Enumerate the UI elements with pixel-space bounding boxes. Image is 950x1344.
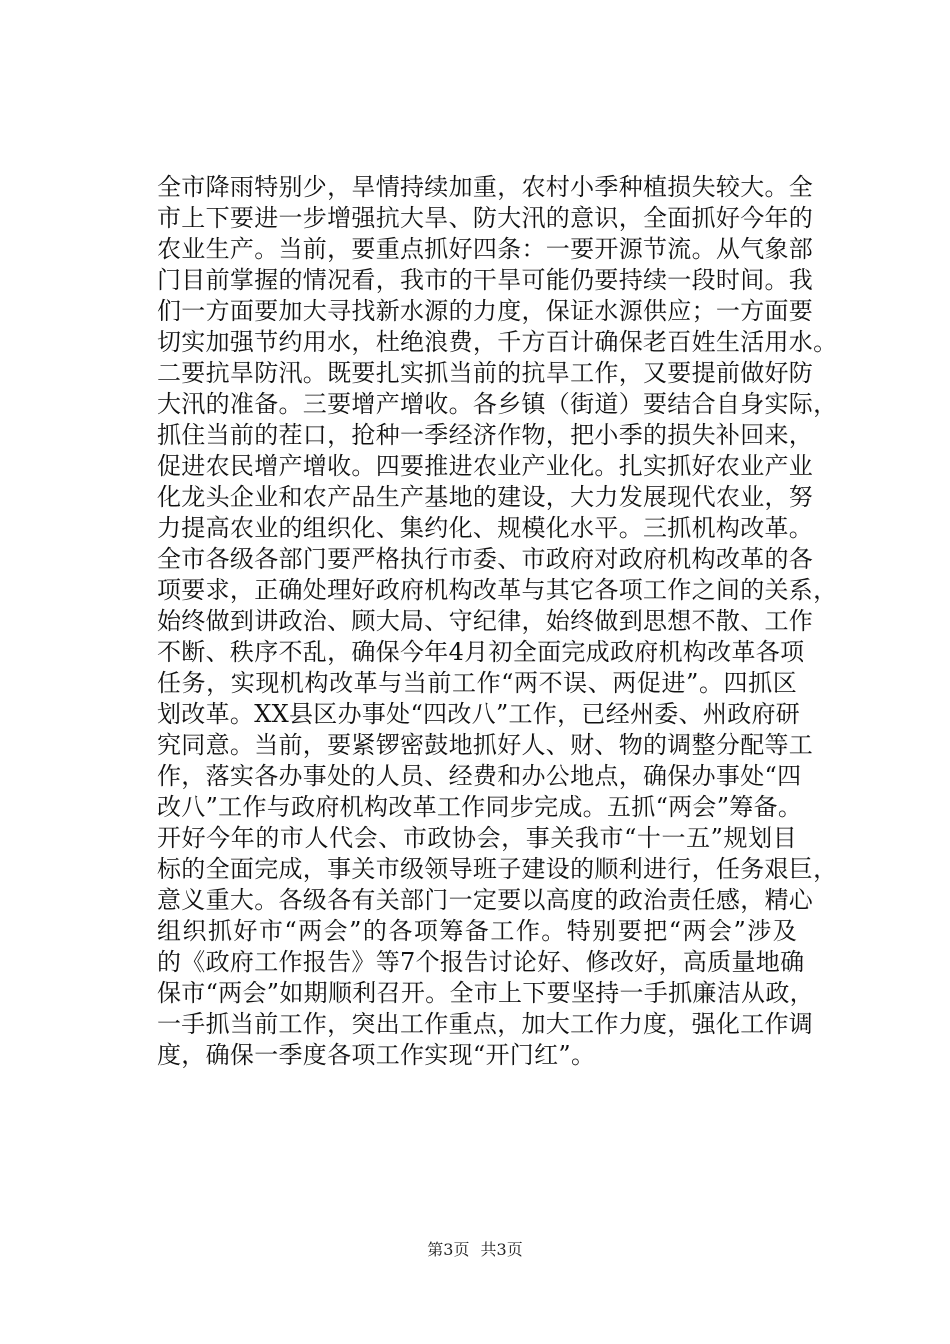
text-line: 开好今年的市人代会、市政协会，事关我市“十一五”规划目 (157, 824, 797, 852)
page-number-total: 共3页 (480, 1240, 523, 1259)
page-footer (0, 1240, 950, 1260)
text-line: 化龙头企业和农产品生产基地的建设，大力发展现代农业，努 (157, 483, 814, 511)
text-line: 切实加强节约用水，杜绝浪费，千方百计确保老百姓生活用水。 (157, 328, 838, 356)
text-line: 度，确保一季度各项工作实现“开门红”。 (157, 1041, 596, 1069)
text-line: 促进农民增产增收。四要推进农业产业化。扎实抓好农业产业 (157, 452, 814, 480)
text-line: 作，落实各办事处的人员、经费和办公地点，确保办事处“四 (157, 762, 802, 790)
text-line: 保市“两会”如期顺利召开。全市上下要坚持一手抓廉洁从政， (157, 979, 814, 1007)
text-line: 门目前掌握的情况看，我市的干旱可能仍要持续一段时间。我 (157, 266, 814, 294)
text-line: 全市降雨特别少，旱情持续加重，农村小季种植损失较大。全 (157, 173, 814, 201)
text-line: 一手抓当前工作，突出工作重点，加大工作力度，强化工作调 (157, 1010, 814, 1038)
text-line: 市上下要进一步增强抗大旱、防大汛的意识，全面抓好今年的 (157, 204, 814, 232)
text-line: 大汛的准备。三要增产增收。各乡镇（街道）要结合自身实际， (157, 390, 838, 418)
text-line: 的《政府工作报告》等7个报告讨论好、修改好，高质量地确 (157, 948, 805, 976)
text-line: 意义重大。各级各有关部门一定要以高度的政治责任感，精心 (157, 886, 814, 914)
text-line: 二要抗旱防汛。既要扎实抓当前的抗旱工作，又要提前做好防 (157, 359, 814, 387)
text-line: 究同意。当前，要紧锣密鼓地抓好人、财、物的调整分配等工 (157, 731, 814, 759)
text-line: 全市各级各部门要严格执行市委、市政府对政府机构改革的各 (157, 545, 814, 573)
text-line: 改八”工作与政府机构改革工作同步完成。五抓“两会”筹备。 (157, 793, 803, 821)
body-paragraph (157, 172, 838, 1071)
text-line: 标的全面完成，事关市级领导班子建设的顺利进行，任务艰巨， (157, 855, 838, 883)
text-line: 农业生产。当前，要重点抓好四条：一要开源节流。从气象部 (157, 235, 814, 263)
text-line: 划改革。XX县区办事处“四改八”工作，已经州委、州政府研 (157, 700, 801, 728)
text-line: 组织抓好市“两会”的各项筹备工作。特别要把“两会”涉及 (157, 917, 797, 945)
page-number-current: 第3页 (427, 1240, 470, 1259)
text-line: 始终做到讲政治、顾大局、守纪律，始终做到思想不散、工作 (157, 607, 814, 635)
text-line: 任务，实现机构改革与当前工作“两不误、两促进”。四抓区 (157, 669, 797, 697)
text-line: 抓住当前的茬口，抢种一季经济作物，把小季的损失补回来， (157, 421, 814, 449)
text-line: 力提高农业的组织化、集约化、规模化水平。三抓机构改革。 (157, 514, 814, 542)
text-line: 不断、秩序不乱，确保今年4月初全面完成政府机构改革各项 (157, 638, 805, 666)
text-line: 项要求，正确处理好政府机构改革与其它各项工作之间的关系， (157, 576, 838, 604)
text-line: 们一方面要加大寻找新水源的力度，保证水源供应；一方面要 (157, 297, 814, 325)
